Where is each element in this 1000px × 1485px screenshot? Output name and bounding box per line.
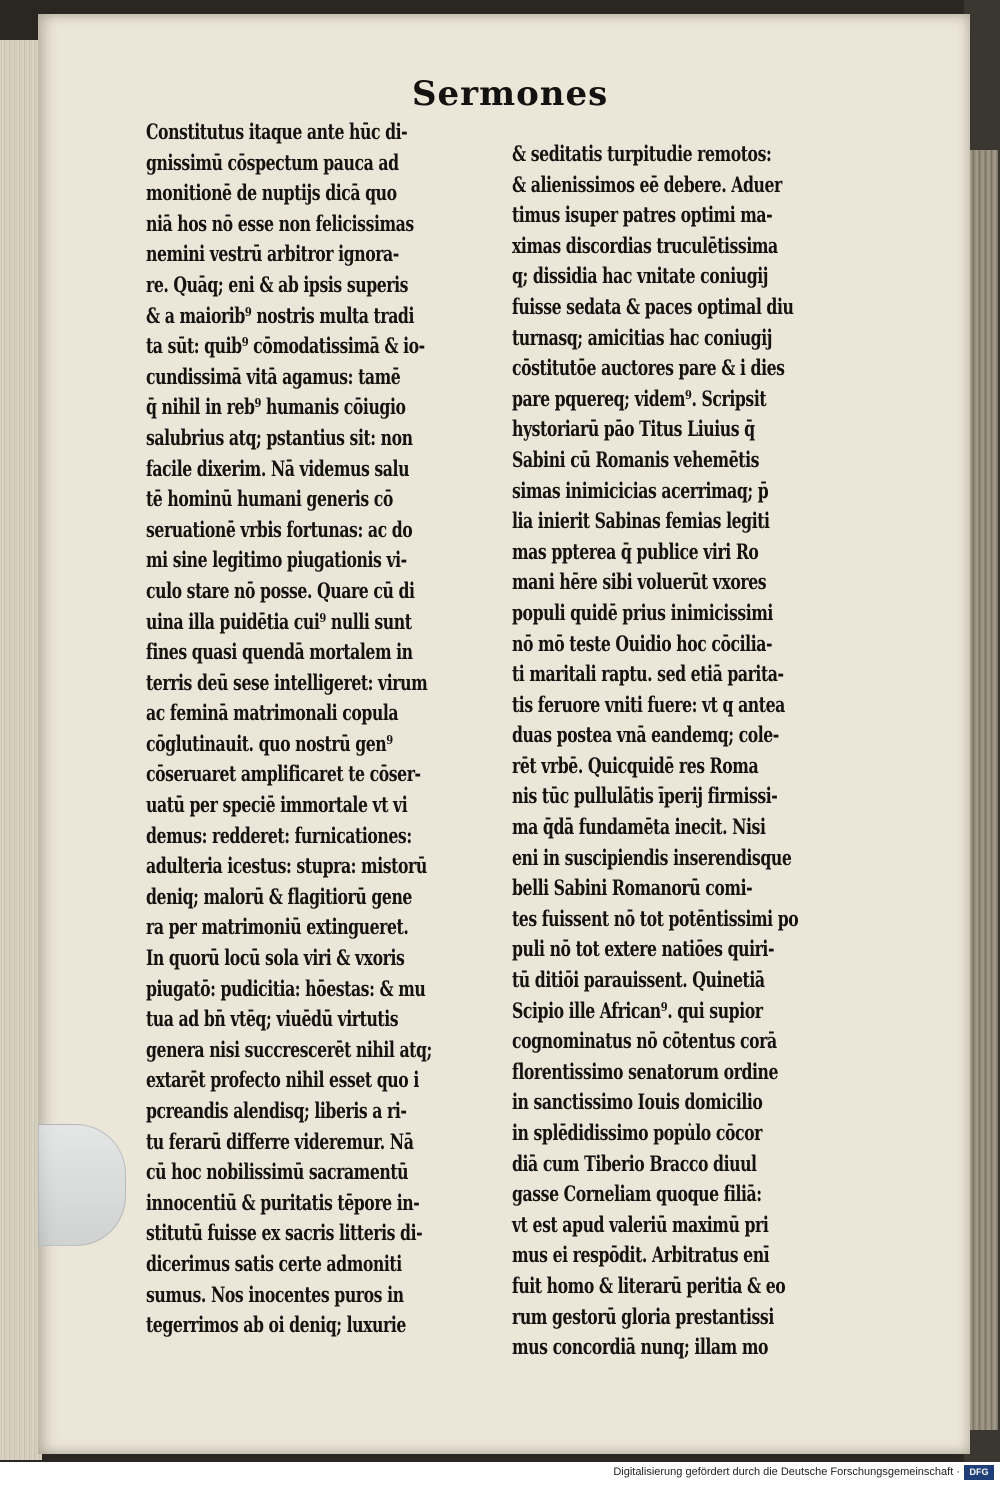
text-line: nemini vestrū arbitror ignora- bbox=[146, 242, 399, 268]
text-line: populi quidē prius inimicissimi bbox=[512, 600, 773, 626]
text-line: puli nō tot extere natiōes quiri- bbox=[512, 937, 775, 963]
text-line: cognominatus nō cōtentus corā bbox=[512, 1029, 777, 1055]
text-line: tegerrimos ab oi deniq; luxurie bbox=[146, 1313, 406, 1339]
text-line: ma q̄dā fundamēta inecit. Nisi bbox=[512, 815, 766, 841]
text-line: facile dixerim. Nā videmus salu bbox=[146, 456, 410, 482]
text-line: gasse Corneliam quoque filiā: bbox=[512, 1182, 762, 1208]
text-line: mus concordiā nunq; illam mo bbox=[512, 1335, 769, 1361]
text-line: cōglutinauit. quo nostrū gen⁹ bbox=[146, 731, 393, 757]
text-line: rēt vrbē. Quicquidē res Roma bbox=[512, 753, 759, 779]
text-line: eni in suscipiendis inserendisque bbox=[512, 845, 792, 871]
text-line: In quorū locū sola viri & vxoris bbox=[146, 946, 405, 972]
text-line: uina illa puidētia cui⁹ nulli sunt bbox=[146, 609, 412, 635]
text-line: fuit homo & literarū peritia & eo bbox=[512, 1273, 786, 1299]
text-line: & seditatis turpitudie remotos: bbox=[512, 142, 772, 167]
text-line: & alienissimos eē debere. Aduer bbox=[512, 172, 782, 198]
text-line: extarēt profecto nihil esset quo i bbox=[146, 1068, 419, 1094]
text-line: innocentiū & puritatis tēpore in- bbox=[146, 1190, 420, 1216]
text-line: culo stare nō posse. Quare cū di bbox=[146, 578, 415, 604]
text-line: sumus. Nos inocentes puros in bbox=[146, 1282, 404, 1308]
text-line: piugatō: pudicitia: hōestas: & mu bbox=[146, 976, 426, 1002]
text-line: duas postea vnā eandemq; cole- bbox=[512, 723, 779, 749]
text-line: deniq; malorū & flagitiorū gene bbox=[146, 884, 412, 910]
text-line: q; dissidia hac vnitate coniugij bbox=[512, 264, 769, 290]
text-line: seruationē vrbis fortunas: ac do bbox=[146, 517, 413, 543]
text-line: ac feminā matrimonali copula bbox=[146, 701, 399, 727]
text-line: cōseruaret amplificaret te cōser- bbox=[146, 762, 421, 788]
text-line: fines quasi quendā mortalem in bbox=[146, 640, 413, 666]
text-line: re. Quāq; eni & ab ipsis superis bbox=[146, 272, 409, 298]
text-line: uatū per speciē immortale vt vi bbox=[146, 793, 408, 819]
text-column-right bbox=[512, 140, 798, 1364]
text-line: tis feruore vniti fuere: vt q antea bbox=[512, 692, 785, 718]
running-header: Sermones bbox=[412, 74, 609, 114]
text-line: ti maritali raptu. sed etiā parita- bbox=[512, 662, 784, 688]
text-line: demus: redderet: furnicationes: bbox=[146, 823, 412, 849]
text-line: ta sūt: quib⁹ cōmodatissimā & io- bbox=[146, 334, 425, 360]
text-line: salubrius atq; pstantius sit: non bbox=[146, 425, 413, 451]
text-line: ra per matrimoniū extingueret. bbox=[146, 915, 409, 941]
text-line: q̄ nihil in reb⁹ humanis cōiugio bbox=[146, 395, 406, 421]
text-line: florentissimo senatorum ordine bbox=[512, 1059, 779, 1085]
text-line: niā hos nō esse non felicissimas bbox=[146, 211, 414, 237]
text-line: diā cum Tiberio Bracco diuul bbox=[512, 1151, 757, 1177]
text-line: pare pquereq; videm⁹. Scripsit bbox=[512, 386, 767, 412]
digitization-footer bbox=[0, 1462, 1000, 1485]
text-line: cū hoc nobilissimū sacramentū bbox=[146, 1160, 409, 1186]
footer-credit: Digitalisierung gefördert durch die Deutsche Forschungsgemeinschaft · bbox=[613, 1466, 960, 1478]
text-line: tua ad bn̄ vtēq; viuēdū virtutis bbox=[146, 1007, 399, 1033]
text-line: tes fuissent nō tot potēntissimi po bbox=[512, 906, 799, 932]
text-line: rum gestorū gloria prestantissi bbox=[512, 1304, 774, 1330]
book-edge-left bbox=[0, 40, 42, 1460]
text-line: cundissimā vitā agamus: tamē bbox=[146, 364, 401, 390]
text-line: & a maiorib⁹ nostris multa tradi bbox=[146, 303, 414, 329]
text-line: mani hēre sibi voluerūt vxores bbox=[512, 570, 767, 596]
text-line: lia inierit Sabinas femias legiti bbox=[512, 509, 770, 535]
text-line: tū ditiōi parauissent. Quinetiā bbox=[512, 968, 765, 994]
text-line: vt est apud valeriū maximū pri bbox=[512, 1212, 769, 1238]
text-line: Scipio ille African⁹. qui supior bbox=[512, 998, 763, 1024]
text-line: Constitutus itaque ante hūc di- bbox=[146, 120, 408, 145]
text-line: in sanctissimo Iouis domicilio bbox=[512, 1090, 763, 1116]
page-clip bbox=[38, 1124, 126, 1246]
dfg-logo: DFG bbox=[964, 1465, 994, 1480]
text-line: adulteria icestus: stupra: mistorū bbox=[146, 854, 427, 880]
text-line: monitionē de nuptijs dicā quo bbox=[146, 181, 397, 207]
text-line: hystoriarū pāo Titus Liuius q̄ bbox=[512, 417, 755, 443]
text-line: nis tūc pullulātis īperij firmissi- bbox=[512, 784, 778, 810]
text-line: in splēdidissimo popu̇lo cōcor bbox=[512, 1121, 762, 1146]
text-line: genera nisi succrescerēt nihil atq; bbox=[146, 1037, 432, 1063]
text-line: turnasq; amicitias hac coniugij bbox=[512, 325, 772, 351]
facing-page-edge bbox=[968, 150, 998, 1430]
text-line: mus ei respōdit. Arbitratus enī bbox=[512, 1243, 770, 1269]
text-line: mas ppterea q̄ publice viri Ro bbox=[512, 539, 759, 565]
text-line: dicerimus satis certe admoniti bbox=[146, 1251, 402, 1277]
text-line: ximas discordias truculētissima bbox=[512, 233, 778, 259]
text-column-left bbox=[146, 118, 432, 1342]
text-line: terris deū sese intelligeret: virum bbox=[146, 670, 428, 696]
text-line: Sabini cū Romanis vehemētis bbox=[512, 447, 759, 473]
text-line: mi sine legitimo piugationis vi- bbox=[146, 548, 407, 574]
text-line: cōstitutōe auctores pare & i dies bbox=[512, 356, 785, 382]
text-line: timus isuper patres optimi ma- bbox=[512, 203, 773, 229]
text-line: stitutū fuisse ex sacris litteris di- bbox=[146, 1221, 423, 1247]
text-line: nō mō teste Ouidio hoc cōcilia- bbox=[512, 631, 773, 657]
text-line: tu ferarū differre videremur. Nā bbox=[146, 1129, 414, 1155]
text-line: gnissimū cōspectum pauca ad bbox=[146, 150, 399, 176]
text-line: simas inimicicias acerrimaq; p̄ bbox=[512, 478, 769, 504]
text-line: pcreandis alendisq; liberis a ri- bbox=[146, 1099, 407, 1124]
text-line: fuisse sedata & paces optimal diu bbox=[512, 294, 794, 320]
text-line: tē hominū humani generis cō bbox=[146, 487, 393, 513]
text-line: belli Sabini Romanorū comi- bbox=[512, 876, 753, 902]
